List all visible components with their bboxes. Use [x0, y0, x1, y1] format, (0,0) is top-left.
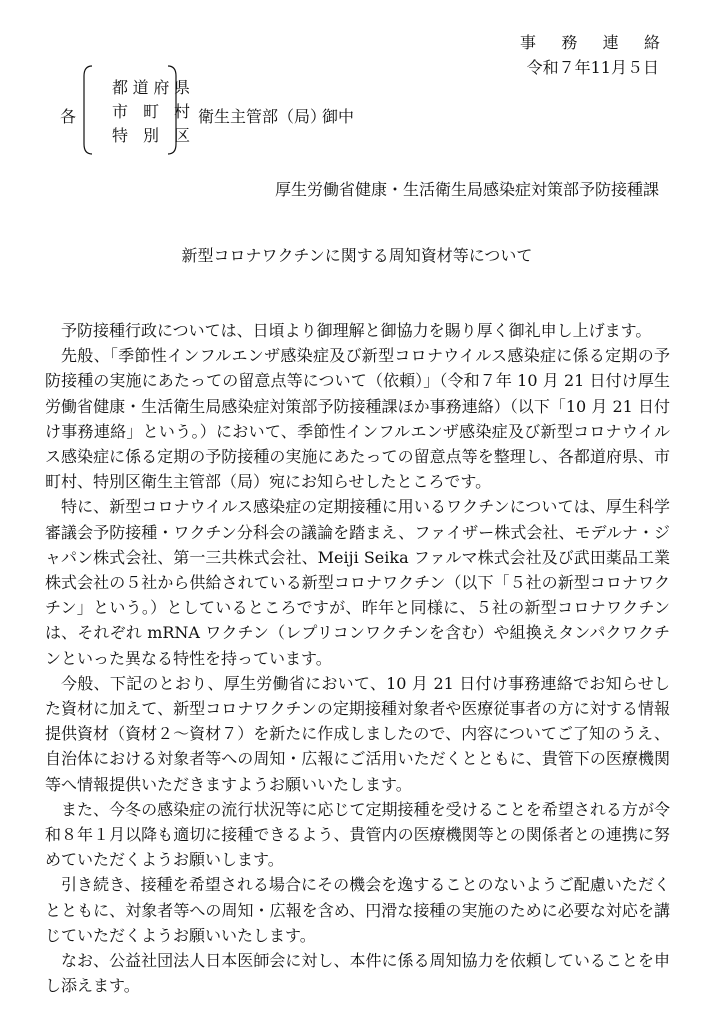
body-paragraph: 今般、下記のとおり、厚生労働省において、10 月 21 日付け事務連絡でお知らせした資材に加えて、新型コロナワクチンの定期接種対象者や医療従事者の方に対する情報提供資材（資材２～資材７）を新たに作成しましたので、内容についてご了知のうえ、自治体における対象者等への周知・広報にご活用いただくとともに、貴管下の医療機関等へ情報提供いただきますようお願いいたします。 [45, 673, 670, 794]
body-paragraph: なお、公益社団法人日本医師会に対し、本件に係る周知協力を依頼していることを申し添えます。 [45, 951, 670, 996]
body-paragraph: 先般、「季節性インフルエンザ感染症及び新型コロナウイルス感染症に係る定期の予防接種の実施にあたっての留意点等について（依頼）」（令和７年 10 月 21 日付け厚生労働省健康・生活衛生局感染症対策部予防接種課ほか事務連絡）（以下「10 月 21 日付け事務連絡」という。）において、季節性インフルエンザ感染症及び新型コロナウイルス感染症に係る定期の予防接種の実施にあたっての留意点等を整理し、各都道府県、市町村、特別区衛生主管部（局）宛にお知らせしたところです。 [45, 346, 670, 492]
body-paragraph: 引き続き、接種を希望される場合にその機会を逸することのないようご配慮いただくとともに、対象者等への周知・広報を含め、円滑な接種の実施のために必要な対応を講じていただくようお願いいたします。 [45, 875, 670, 945]
document-date: 令和７年11月５日 [526, 58, 659, 77]
body-paragraph: また、今冬の感染症の流行状況等に応じて定期接種を受けることを希望される方が令和８年１月以降も適切に接種できるよう、貴管内の医療機関等との関係者との連携に努めていただくようお願いします。 [45, 799, 670, 870]
addressee-entity: 市町村 [112, 102, 190, 121]
addressee-entity: 都道府県 [112, 78, 190, 97]
addressee-entity-list [112, 76, 190, 148]
addressee-department: 衛生主管部（局） [198, 107, 327, 126]
addressee-brackets [82, 64, 190, 156]
document-type-label: 事務連絡 [520, 33, 660, 52]
addressee-prefix: 各 [60, 107, 77, 126]
document-subject: 新型コロナワクチンに関する周知資材等について [181, 246, 533, 265]
document-body [45, 318, 670, 998]
body-paragraph: 特に、新型コロナウイルス感染症の定期接種に用いるワクチンについては、厚生科学審議会予防接種・ワクチン分科会の議論を踏まえ、ファイザー株式会社、モデルナ・ジャパン株式会社、第一三共株式会社、Meiji Seika ファルマ株式会社及び武田薬品工業株式会社の５社から供給されている新型コロナワクチン（以下「５社の新型コロナワクチン」という。）としているところですが、昨年と同様に、５社の新型コロナワクチンは、それぞれ mRNA ワクチン（レプリコンワクチンを含む）や組換えタンパクワクチンといった異なる特性を持っています。 [45, 497, 670, 668]
body-paragraph: 予防接種行政については、日頃より御理解と御協力を賜り厚く御礼申し上げます。 [61, 321, 652, 340]
addressee-entity: 特別区 [112, 126, 190, 145]
addressee-block [60, 60, 420, 160]
sender-organization: 厚生労働省健康・生活衛生局感染症対策部予防接種課 [274, 180, 659, 199]
addressee-honorific: 御中 [322, 107, 355, 126]
